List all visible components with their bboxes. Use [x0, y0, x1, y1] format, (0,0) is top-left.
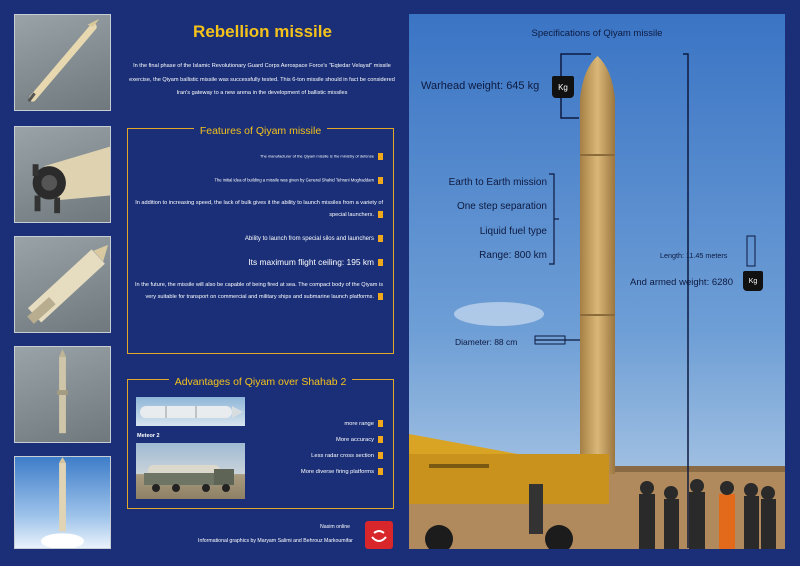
bullet-icon [378, 420, 383, 427]
bullet-icon [378, 468, 383, 475]
spec-list-item: Range: 800 km [479, 250, 547, 261]
bullet-icon [378, 293, 383, 300]
outlet-credit: Nasim online [320, 524, 350, 530]
missile-launch-thumbnail [14, 456, 111, 549]
bullet-icon [378, 452, 383, 459]
spec-list-item: One step separation [456, 201, 547, 212]
diameter-label: Diameter: 88 cm [455, 337, 518, 347]
weight-icon [743, 271, 763, 291]
bullet-icon [378, 211, 383, 218]
outlet-logo [365, 521, 393, 549]
advantage-item: more range [344, 421, 374, 428]
warhead-label: Warhead weight: 645 kg [421, 80, 540, 92]
bullet-icon [378, 436, 383, 443]
length-label: Length: 11.45 meters [660, 251, 728, 260]
spec-list-item: Liquid fuel type [479, 226, 547, 237]
specifications-panel [409, 14, 785, 549]
advantage-item: Less radar cross section [311, 453, 374, 460]
missile-thumbnail-1 [14, 14, 111, 111]
missile-thumbnail-4 [14, 346, 111, 443]
spec-list-item: Earth to Earth mission [448, 177, 547, 188]
page-title: Rebellion missile [193, 22, 332, 41]
features-heading: Features of Qiyam missile [194, 125, 327, 137]
weight-icon [552, 76, 574, 98]
photo-caption: Meteor 2 [137, 433, 160, 439]
feature-item: Its maximum flight ceiling: 195 km [248, 257, 374, 267]
missile-thumbnail-2 [14, 126, 111, 223]
bullet-icon [378, 259, 383, 266]
kg-label: Kg [748, 278, 758, 285]
feature-item: The initial idea of building a missile was given by General Shahid Tehrani Moghaddam [214, 177, 374, 183]
intro-paragraph: In the final phase of the Islamic Revolutionary Guard Corps Aerospace Force's "Eqtedar Velayat" missile exercise, the Qiyam ballistic missile was successfully tested. This 6-ton missile should in fact be considered Iran's gateway to a new arena in the development of ballistic missiles [129, 63, 395, 96]
advantage-item: More accuracy [335, 437, 374, 444]
feature-item: The manufacturer of the Qiyam missile is the ministry of defense [259, 153, 374, 159]
bullet-icon [378, 177, 383, 184]
features-box [127, 125, 394, 354]
specs-heading: Specifications of Qiyam missile [531, 28, 663, 39]
kg-label: Kg [558, 83, 568, 92]
bullet-icon [378, 153, 383, 160]
feature-item: In the future, the missile will also be capable of being fired at sea. The compact body of the Qiyam is very suitable for transport on commercial and military ships and submarine launch platforms. [134, 282, 383, 300]
advantages-heading: Advantages of Qiyam over Shahab 2 [169, 376, 353, 388]
bullet-icon [378, 235, 383, 242]
feature-item: Ability to launch from special silos and launchers [244, 236, 374, 243]
missile-thumbnail-3 [14, 236, 111, 333]
launcher-truck-photo [136, 443, 245, 499]
feature-item: In addition to increasing speed, the lack of bulk gives it the ability to launch missiles from a variety of special launchers. [135, 200, 383, 218]
shahab-missile-photo [136, 397, 245, 426]
advantage-item: More diverse firing platforms [300, 469, 374, 476]
graphics-credit: Informational graphics by Maryam Salimi and Behrouz Markoumifar [198, 538, 353, 544]
armed-weight-label: And armed weight: 6280 [630, 277, 733, 288]
